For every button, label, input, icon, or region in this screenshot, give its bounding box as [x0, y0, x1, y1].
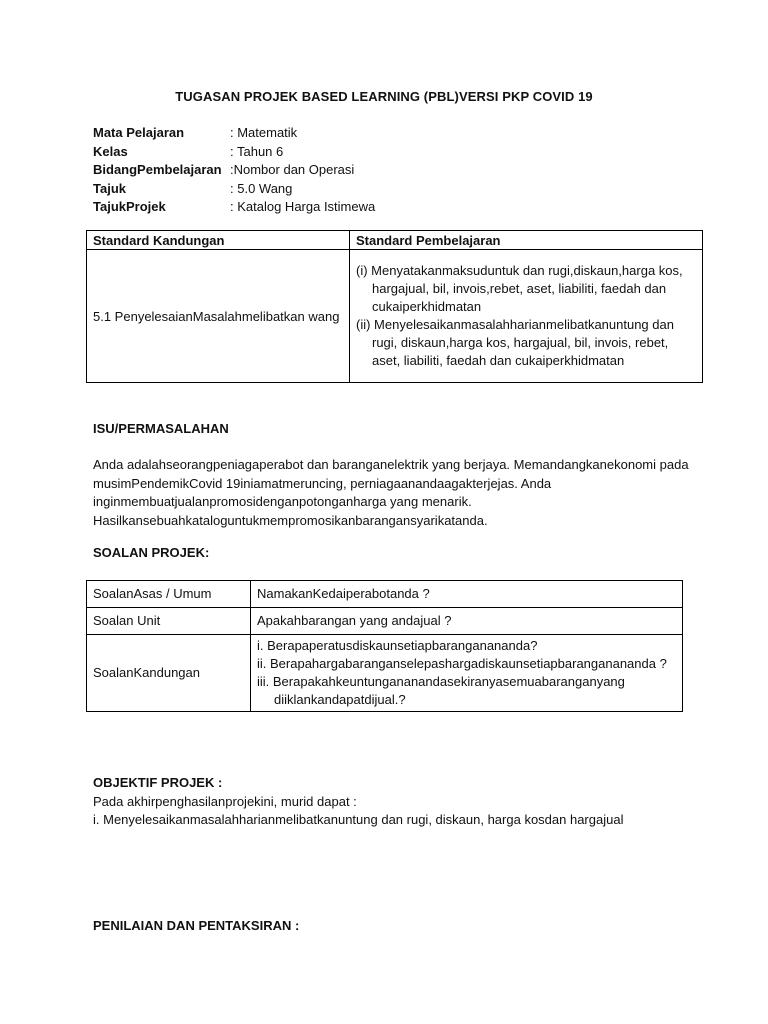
table-row [87, 635, 683, 712]
isu-paragraph: Anda adalahseorangpeniagaperabot dan baranganelektrik yang berjaya. Memandangkanekonomi pada musimPendemikCovid 19iniamatmeruncing, perniagaanandaagakterjejas. Anda inginmembuatjualanpromosidenganpotonganharga yang menarik. Hasilkansebuahkataloguntukmempromosikanbarangansyarikatanda. [93, 457, 689, 528]
info-key: Mata Pelajaran [93, 125, 185, 140]
info-row-area [93, 161, 375, 180]
soalan-kandungan-list [251, 635, 683, 712]
info-key: BidangPembelajaran [93, 162, 222, 177]
header-standard-kandungan: Standard Kandungan [87, 231, 350, 250]
info-value: : Tahun 6 [230, 143, 284, 159]
info-row-project-topic [93, 198, 375, 217]
info-value: :Nombor dan Operasi [230, 162, 355, 177]
isu-heading: ISU/PERMASALAHAN [93, 421, 229, 436]
soalan-unit-value: Apakahbarangan yang andajual ? [251, 608, 683, 635]
info-row-subject [93, 124, 375, 143]
soalan-asas-label: SoalanAsas / Umum [87, 581, 251, 608]
info-key: Kelas [93, 143, 128, 159]
info-key: TajukProjek [93, 199, 166, 214]
list-item: iii. Berapakahkeuntungananandasekiranyasemuabaranganyang diiklankandapatdijual.? [257, 674, 625, 707]
table-header-row [87, 231, 703, 250]
objektif-intro: Pada akhirpenghasilanprojekini, murid dapat : [93, 794, 357, 809]
document-title: TUGASAN PROJEK BASED LEARNING (PBL)VERSI PKP COVID 19 [175, 89, 593, 104]
standard-pembelajaran-cell [350, 250, 703, 383]
header-standard-pembelajaran: Standard Pembelajaran [350, 231, 703, 250]
list-item: ii. Berapahargabaranganselepashargadiskaunsetiapbaranganananda ? [257, 656, 667, 671]
table-row [87, 608, 683, 635]
soalan-unit-label: Soalan Unit [87, 608, 251, 635]
objektif-heading: OBJEKTIF PROJEK : [93, 775, 223, 790]
info-value: : 5.0 Wang [230, 180, 293, 196]
soalan-heading: SOALAN PROJEK: [93, 545, 210, 560]
info-value: : Matematik [230, 125, 298, 140]
penilaian-heading: PENILAIAN DAN PENTAKSIRAN : [93, 918, 300, 933]
info-block [93, 124, 375, 217]
standard-kandungan-cell: 5.1 PenyelesaianMasalahmelibatkan wang [87, 250, 350, 383]
soalan-kandungan-label: SoalanKandungan [87, 635, 251, 712]
table-row [87, 250, 703, 383]
info-key: Tajuk [93, 180, 126, 196]
info-row-class [93, 143, 375, 162]
standards-table [86, 230, 703, 383]
table-row [87, 581, 683, 608]
objektif-item: i. Menyelesaikanmasalahharianmelibatkanuntung dan rugi, diskaun, harga kosdan hargajual [93, 812, 624, 827]
info-value: : Katalog Harga Istimewa [230, 199, 376, 214]
list-item: i. Berapaperatusdiskaunsetiapbaranganananda? [257, 638, 538, 653]
soalan-table [86, 580, 683, 712]
info-row-topic [93, 180, 375, 199]
soalan-asas-value: NamakanKedaiperabotanda ? [251, 581, 683, 608]
list-item: (i) Menyatakanmaksuduntuk dan rugi,diskaun,harga kos, hargajual, bil, invois,rebet, aset, liabiliti, faedah dan cukaiperkhidmatan [356, 263, 683, 314]
list-item: (ii) Menyelesaikanmasalahharianmelibatkanuntung dan rugi, diskaun,harga kos, hargajual, bil, invois, rebet, aset, liabiliti, faedah dan cukaiperkhidmatan [356, 317, 674, 368]
